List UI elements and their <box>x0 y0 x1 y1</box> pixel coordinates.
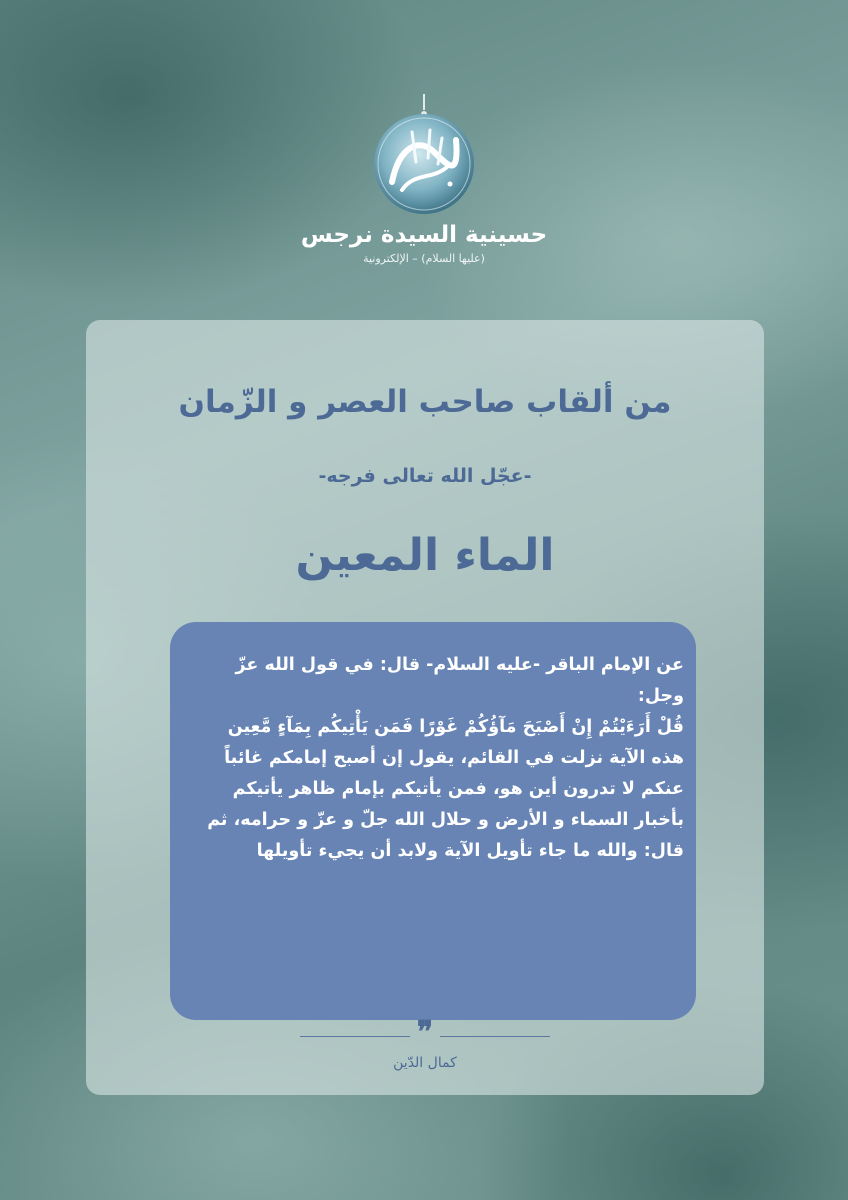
card-subtitle: -عجّل الله تعالى فرجه- <box>318 465 532 487</box>
divider-left <box>300 1036 410 1037</box>
brand-subtitle: (عليها السلام) – الإلكترونية <box>363 252 485 265</box>
logo-emblem-icon <box>364 92 484 222</box>
quote-text <box>186 650 684 867</box>
divider-right <box>440 1036 550 1037</box>
quote-line-explanation: هذه الآية نزلت في القائم، يقول إن أصبح إمامكم غائباً عنكم لا تدرون أين هو، فمن يأتيكم بإمام ظاهر يأتيكم بأخبار السماء و الأرض و حلال الله جلّ و عزّ و حرامه، ثم قال: والله ما جاء تأويل الآية ولابد أن يجيء تأويلها <box>207 748 684 861</box>
quote-line-verse: قُلْ أَرَءَيْتُمْ إِنْ أَصْبَحَ مَآؤُكُمْ غَوْرًا فَمَن يَأْتِيكُم بِمَآءٍ مَّعِين <box>227 717 684 737</box>
quote-line-intro: عن الإمام الباقر -عليه السلام- قال: في قول الله عزّ وجل: <box>235 655 684 706</box>
quote-mark-icon: ❞ <box>416 1015 434 1050</box>
brand-name: حسينية السيدة نرجس <box>300 222 548 248</box>
card-heading: الماء المعين <box>295 530 555 581</box>
card-title: من ألقاب صاحب العصر و الزّمان <box>178 384 672 420</box>
source-label: كمال الدّين <box>393 1055 457 1071</box>
